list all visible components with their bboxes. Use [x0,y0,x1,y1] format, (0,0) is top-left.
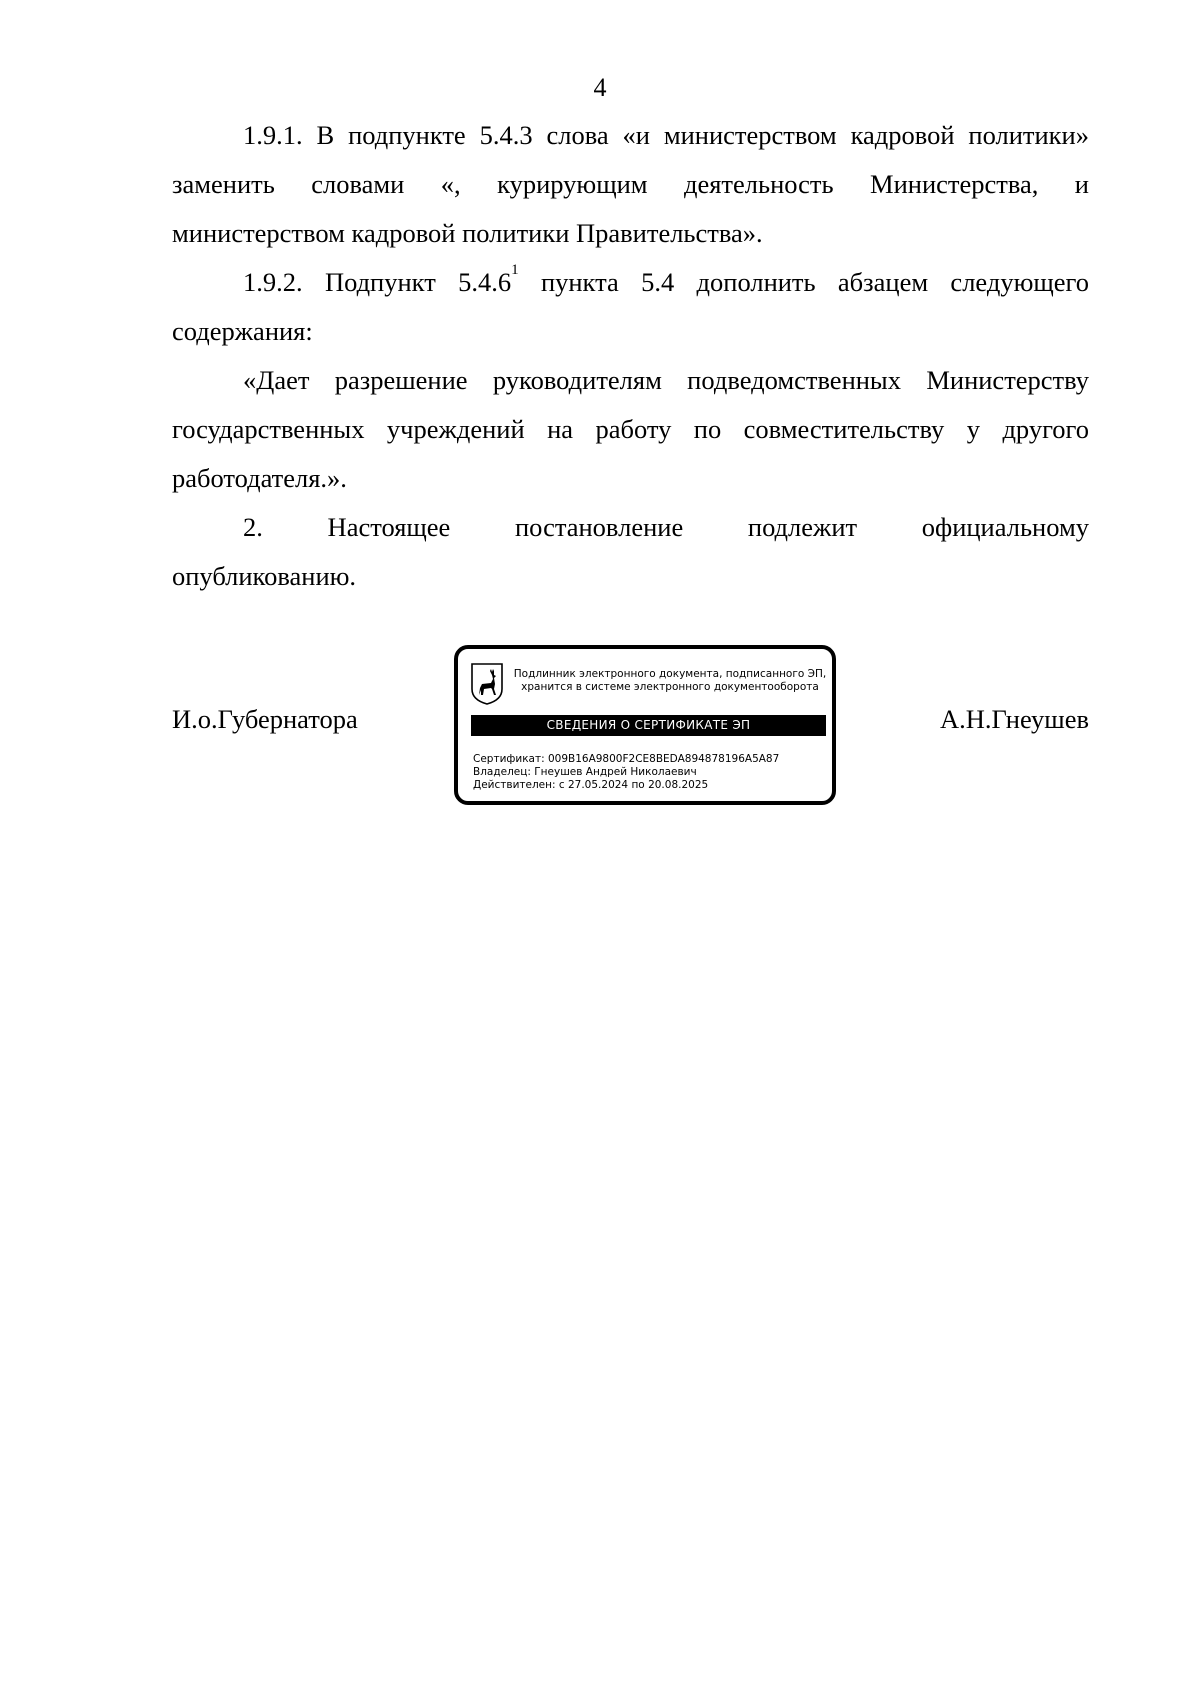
coat-of-arms-deer-icon [470,662,504,706]
paragraph-1-9-1: 1.9.1. В подпункте 5.4.3 слова «и министерством кадровой политики» заменить словами «, курирующим деятельность Министерства, и министерством кадровой политики Правительства». [172,120,1089,248]
paragraph-2-line-2: опубликованию. [172,561,357,591]
stamp-note [510,668,830,694]
stamp-note-line-1: Подлинник электронного документа, подписанного ЭП, [513,668,827,680]
document-body [172,111,1089,601]
signer-position: И.о.Губернатора [172,704,358,734]
stamp-header: СВЕДЕНИЯ О СЕРТИФИКАТЕ ЭП [471,715,826,736]
electronic-signature-stamp [454,645,836,805]
certificate-details [473,753,828,792]
paragraph-1-9-2-end: пункта 5.4 дополнить абзацем следующего содержания: [172,267,1089,346]
paragraph-quote: «Дает разрешение руководителям подведомственных Министерству государственных учреждений на работу по совместительству у другого работодателя.». [172,365,1089,493]
paragraph-1-9-2 [172,258,1089,356]
page-number: 4 [593,73,607,102]
certificate-validity: Действителен: с 27.05.2024 по 20.08.2025 [473,779,709,791]
certificate-owner: Владелец: Гнеушев Андрей Николаевич [473,766,697,778]
paragraph-1-9-2-start: 1.9.2. Подпункт 5.4.6 [243,267,512,297]
signer-name: А.Н.Гнеушев [939,704,1089,734]
superscript-index: 1 [511,262,519,278]
stamp-note-line-2: хранится в системе электронного документооборота [521,681,819,693]
certificate-number: Сертификат: 009B16A9800F2CE8BEDA894878196A5A87 [473,753,780,765]
paragraph-2-line-1: 2. Настоящее постановление подлежит официальному [243,512,1089,542]
